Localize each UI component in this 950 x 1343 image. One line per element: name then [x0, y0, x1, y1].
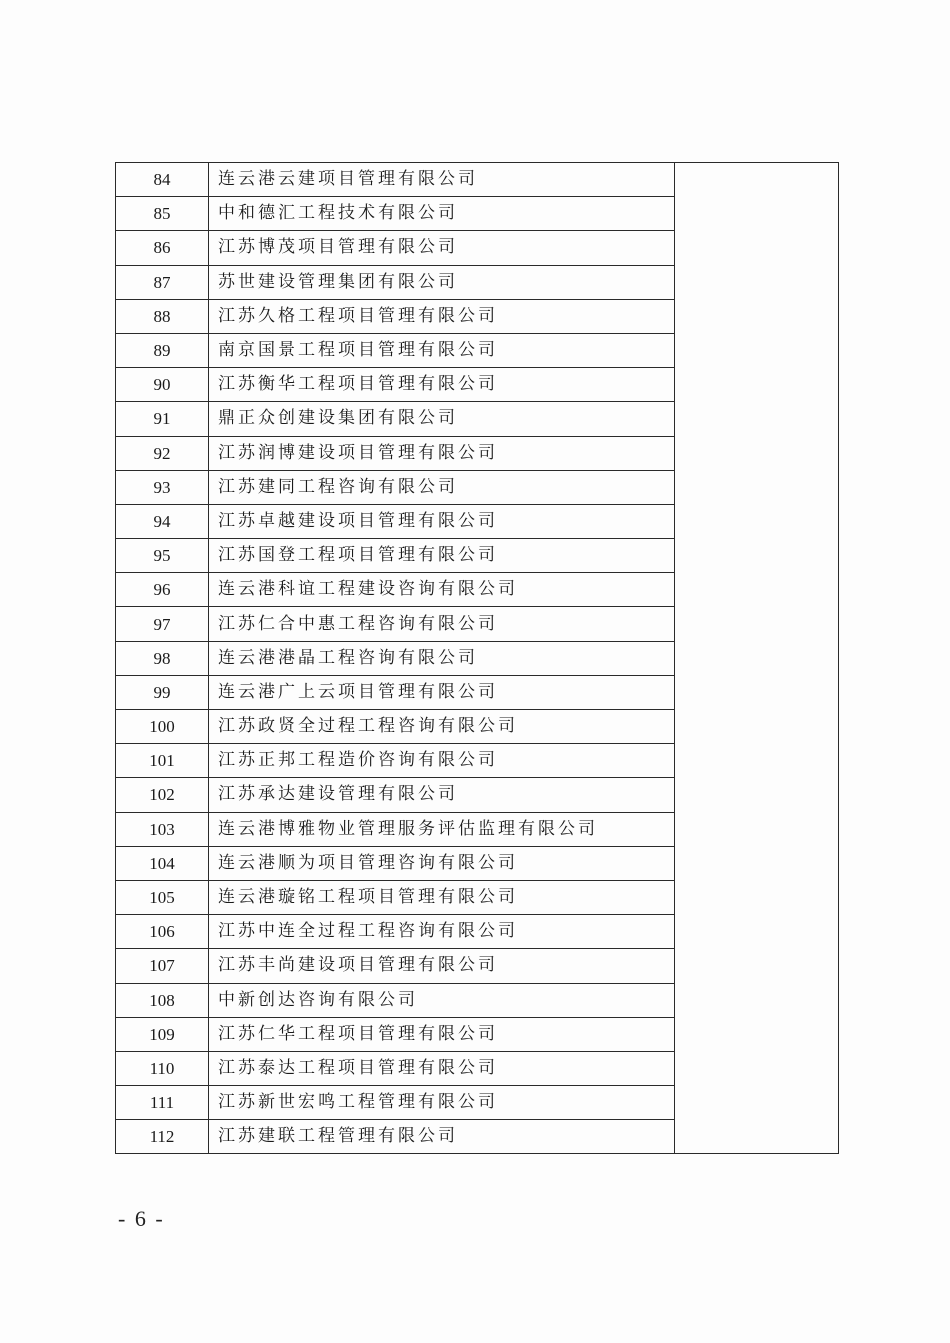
- company-list-body: [116, 163, 839, 1154]
- company-name: 江苏仁华工程项目管理有限公司: [209, 1017, 675, 1051]
- company-name: 连云港璇铭工程项目管理有限公司: [209, 880, 675, 914]
- row-number: 89: [116, 333, 209, 367]
- row-number: 100: [116, 710, 209, 744]
- company-name: 江苏丰尚建设项目管理有限公司: [209, 949, 675, 983]
- row-number: 109: [116, 1017, 209, 1051]
- company-name: 江苏建联工程管理有限公司: [209, 1120, 675, 1154]
- row-number: 112: [116, 1120, 209, 1154]
- row-number: 105: [116, 880, 209, 914]
- row-number: 86: [116, 231, 209, 265]
- company-name: 江苏建同工程咨询有限公司: [209, 470, 675, 504]
- row-number: 92: [116, 436, 209, 470]
- row-number: 94: [116, 504, 209, 538]
- row-number: 99: [116, 675, 209, 709]
- company-name: 苏世建设管理集团有限公司: [209, 265, 675, 299]
- row-number: 97: [116, 607, 209, 641]
- company-name: 江苏仁合中惠工程咨询有限公司: [209, 607, 675, 641]
- row-number: 96: [116, 573, 209, 607]
- company-name: 连云港科谊工程建设咨询有限公司: [209, 573, 675, 607]
- row-number: 90: [116, 368, 209, 402]
- row-number: 104: [116, 846, 209, 880]
- company-list-table: [115, 162, 839, 1154]
- row-number: 107: [116, 949, 209, 983]
- company-name: 江苏承达建设管理有限公司: [209, 778, 675, 812]
- company-name: 江苏衡华工程项目管理有限公司: [209, 368, 675, 402]
- company-name: 连云港云建项目管理有限公司: [209, 163, 675, 197]
- company-name: 连云港广上云项目管理有限公司: [209, 675, 675, 709]
- row-number: 103: [116, 812, 209, 846]
- row-number: 87: [116, 265, 209, 299]
- remark-cell: [675, 163, 839, 1154]
- row-number: 98: [116, 641, 209, 675]
- row-number: 93: [116, 470, 209, 504]
- row-number: 91: [116, 402, 209, 436]
- company-name: 连云港港晶工程咨询有限公司: [209, 641, 675, 675]
- row-number: 95: [116, 539, 209, 573]
- row-number: 111: [116, 1086, 209, 1120]
- table-row: [116, 163, 839, 197]
- company-name: 连云港顺为项目管理咨询有限公司: [209, 846, 675, 880]
- company-name: 江苏政贤全过程工程咨询有限公司: [209, 710, 675, 744]
- page-number: - 6 -: [118, 1206, 165, 1231]
- row-number: 108: [116, 983, 209, 1017]
- company-name: 中新创达咨询有限公司: [209, 983, 675, 1017]
- company-name: 鼎正众创建设集团有限公司: [209, 402, 675, 436]
- company-name: 江苏润博建设项目管理有限公司: [209, 436, 675, 470]
- company-name: 江苏正邦工程造价咨询有限公司: [209, 744, 675, 778]
- company-name: 江苏国登工程项目管理有限公司: [209, 539, 675, 573]
- company-name: 江苏泰达工程项目管理有限公司: [209, 1051, 675, 1085]
- company-name: 江苏卓越建设项目管理有限公司: [209, 504, 675, 538]
- row-number: 102: [116, 778, 209, 812]
- company-name: 连云港博雅物业管理服务评估监理有限公司: [209, 812, 675, 846]
- row-number: 101: [116, 744, 209, 778]
- company-name: 江苏中连全过程工程咨询有限公司: [209, 915, 675, 949]
- row-number: 110: [116, 1051, 209, 1085]
- row-number: 106: [116, 915, 209, 949]
- company-name: 南京国景工程项目管理有限公司: [209, 333, 675, 367]
- company-name: 中和德汇工程技术有限公司: [209, 197, 675, 231]
- row-number: 85: [116, 197, 209, 231]
- company-name: 江苏久格工程项目管理有限公司: [209, 299, 675, 333]
- row-number: 84: [116, 163, 209, 197]
- company-name: 江苏博茂项目管理有限公司: [209, 231, 675, 265]
- row-number: 88: [116, 299, 209, 333]
- company-name: 江苏新世宏鸣工程管理有限公司: [209, 1086, 675, 1120]
